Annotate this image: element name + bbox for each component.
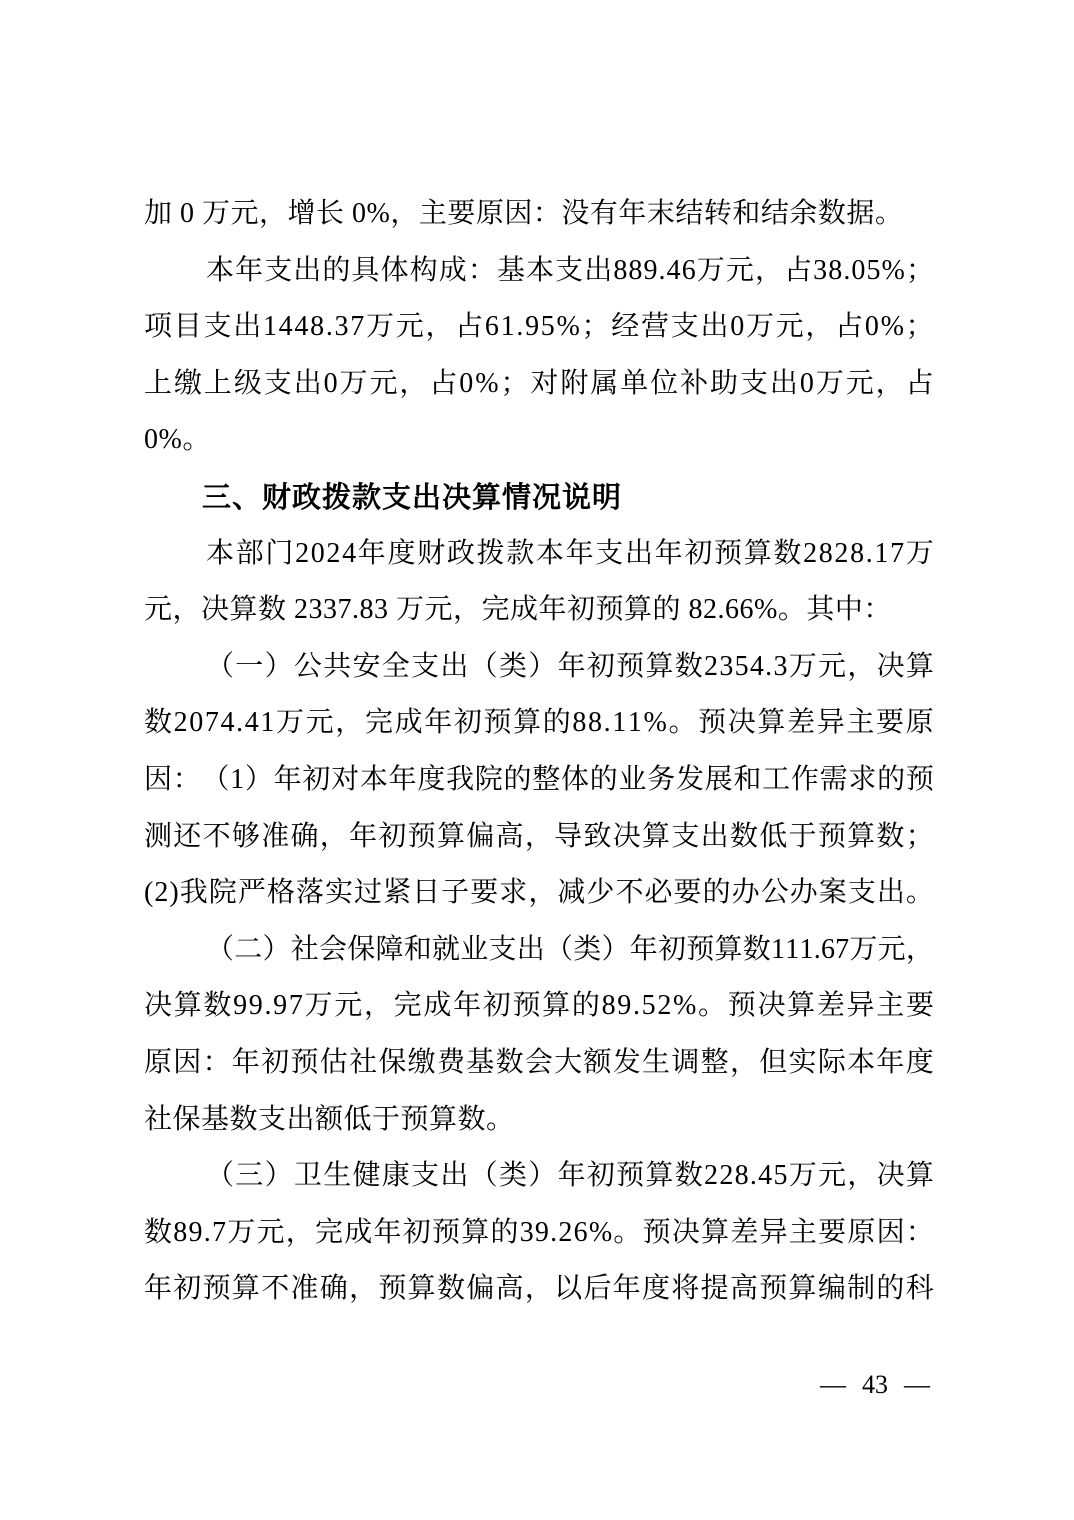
page-number-dash-right: — (904, 1370, 930, 1399)
page-number (820, 1370, 930, 1400)
page-number-dash-left: — (820, 1370, 846, 1399)
para-public-safety-line-3: 因 ： （ 1 ） 年 初 对 本 年 度 我 院 的 整 体 的 业 务 发 展 和 工 作 需 求 的 预 (144, 763, 934, 795)
para-social-security-line-3: 原 因 ： 年 初 预 估 社 保 缴 费 基 数 会 大 额 发 生 调 整 ， 但 实 际 本 年 度 (144, 1046, 934, 1078)
para-social-security-line-4: 社保基数支出额低于预算数。 (144, 1103, 515, 1135)
para-overview-line-2: 元，决算数 2337.83 万元，完成年初预算的 82.66%。其中： (144, 594, 892, 626)
para-public-safety-line-5: ( 2 ) 我 院 严 格 落 实 过 紧 日 子 要 求 ， 减 少 不 必 要 的 办 公 办 案 支 出 。 (144, 877, 934, 909)
para-continuation-line: 加 0 万元，增长 0%，主要原因：没有年末结转和结余数据。 (144, 198, 904, 229)
body-text (144, 186, 934, 1318)
section-heading: 三、财政拨款支出决算情况说明 (202, 479, 623, 514)
para-health-line-2: 数 8 9 . 7 万 元 ， 完 成 年 初 预 算 的 3 9 . 2 6 % 。 预 决 算 差 异 主 要 原 因 ： (144, 1216, 934, 1248)
para-public-safety-line-4: 测 还 不 够 准 确 ， 年 初 预 算 偏 高 ， 导 致 决 算 支 出 数 低 于 预 算 数 ； (144, 820, 934, 852)
page-number-value: 43 (862, 1370, 888, 1399)
para-composition-line-3: 上 缴 上 级 支 出 0 万 元 ， 占 0 % ； 对 附 属 单 位 补 助 支 出 0 万 元 ， 占 (144, 367, 934, 399)
para-public-safety-line-2: 数 2 0 7 4 . 4 1 万 元 ， 完 成 年 初 预 算 的 8 8 . 1 1 % 。 预 决 算 差 异 主 要 原 (144, 707, 934, 739)
para-health-line-1: （ 三 ） 卫 生 健 康 支 出 （ 类 ） 年 初 预 算 数 2 2 8 . 4 5 万 元 ， 决 算 (206, 1160, 934, 1192)
para-overview-line-1: 本 部 门 2 0 2 4 年 度 财 政 拨 款 本 年 支 出 年 初 预 算 数 2 8 2 8 . 1 7 万 (206, 537, 934, 569)
para-composition-line-1: 本 年 支 出 的 具 体 构 成 ： 基 本 支 出 8 8 9 . 4 6 万 元 ， 占 3 8 . 0 5 % ； (206, 254, 934, 286)
para-public-safety-line-1: （ 一 ） 公 共 安 全 支 出 （ 类 ） 年 初 预 算 数 2 3 5 4 . 3 万 元 ， 决 算 (206, 650, 934, 682)
para-social-security-line-2: 决 算 数 9 9 . 9 7 万 元 ， 完 成 年 初 预 算 的 8 9 . 5 2 % 。 预 决 算 差 异 主 要 (144, 990, 934, 1022)
para-composition-line-2: 项 目 支 出 1 4 4 8 . 3 7 万 元 ， 占 6 1 . 9 5 % ； 经 营 支 出 0 万 元 ， 占 0 % ； (144, 311, 934, 343)
para-composition-line-4: 0%。 (144, 424, 211, 456)
para-health-line-3: 年 初 预 算 不 准 确 ， 预 算 数 偏 高 ， 以 后 年 度 将 提 高 预 算 编 制 的 科 (144, 1273, 934, 1305)
para-social-security-line-1: （ 二 ） 社 会 保 障 和 就 业 支 出 （ 类 ） 年 初 预 算 数 1 1 1 . 6 7 万 元 ， (206, 933, 934, 965)
